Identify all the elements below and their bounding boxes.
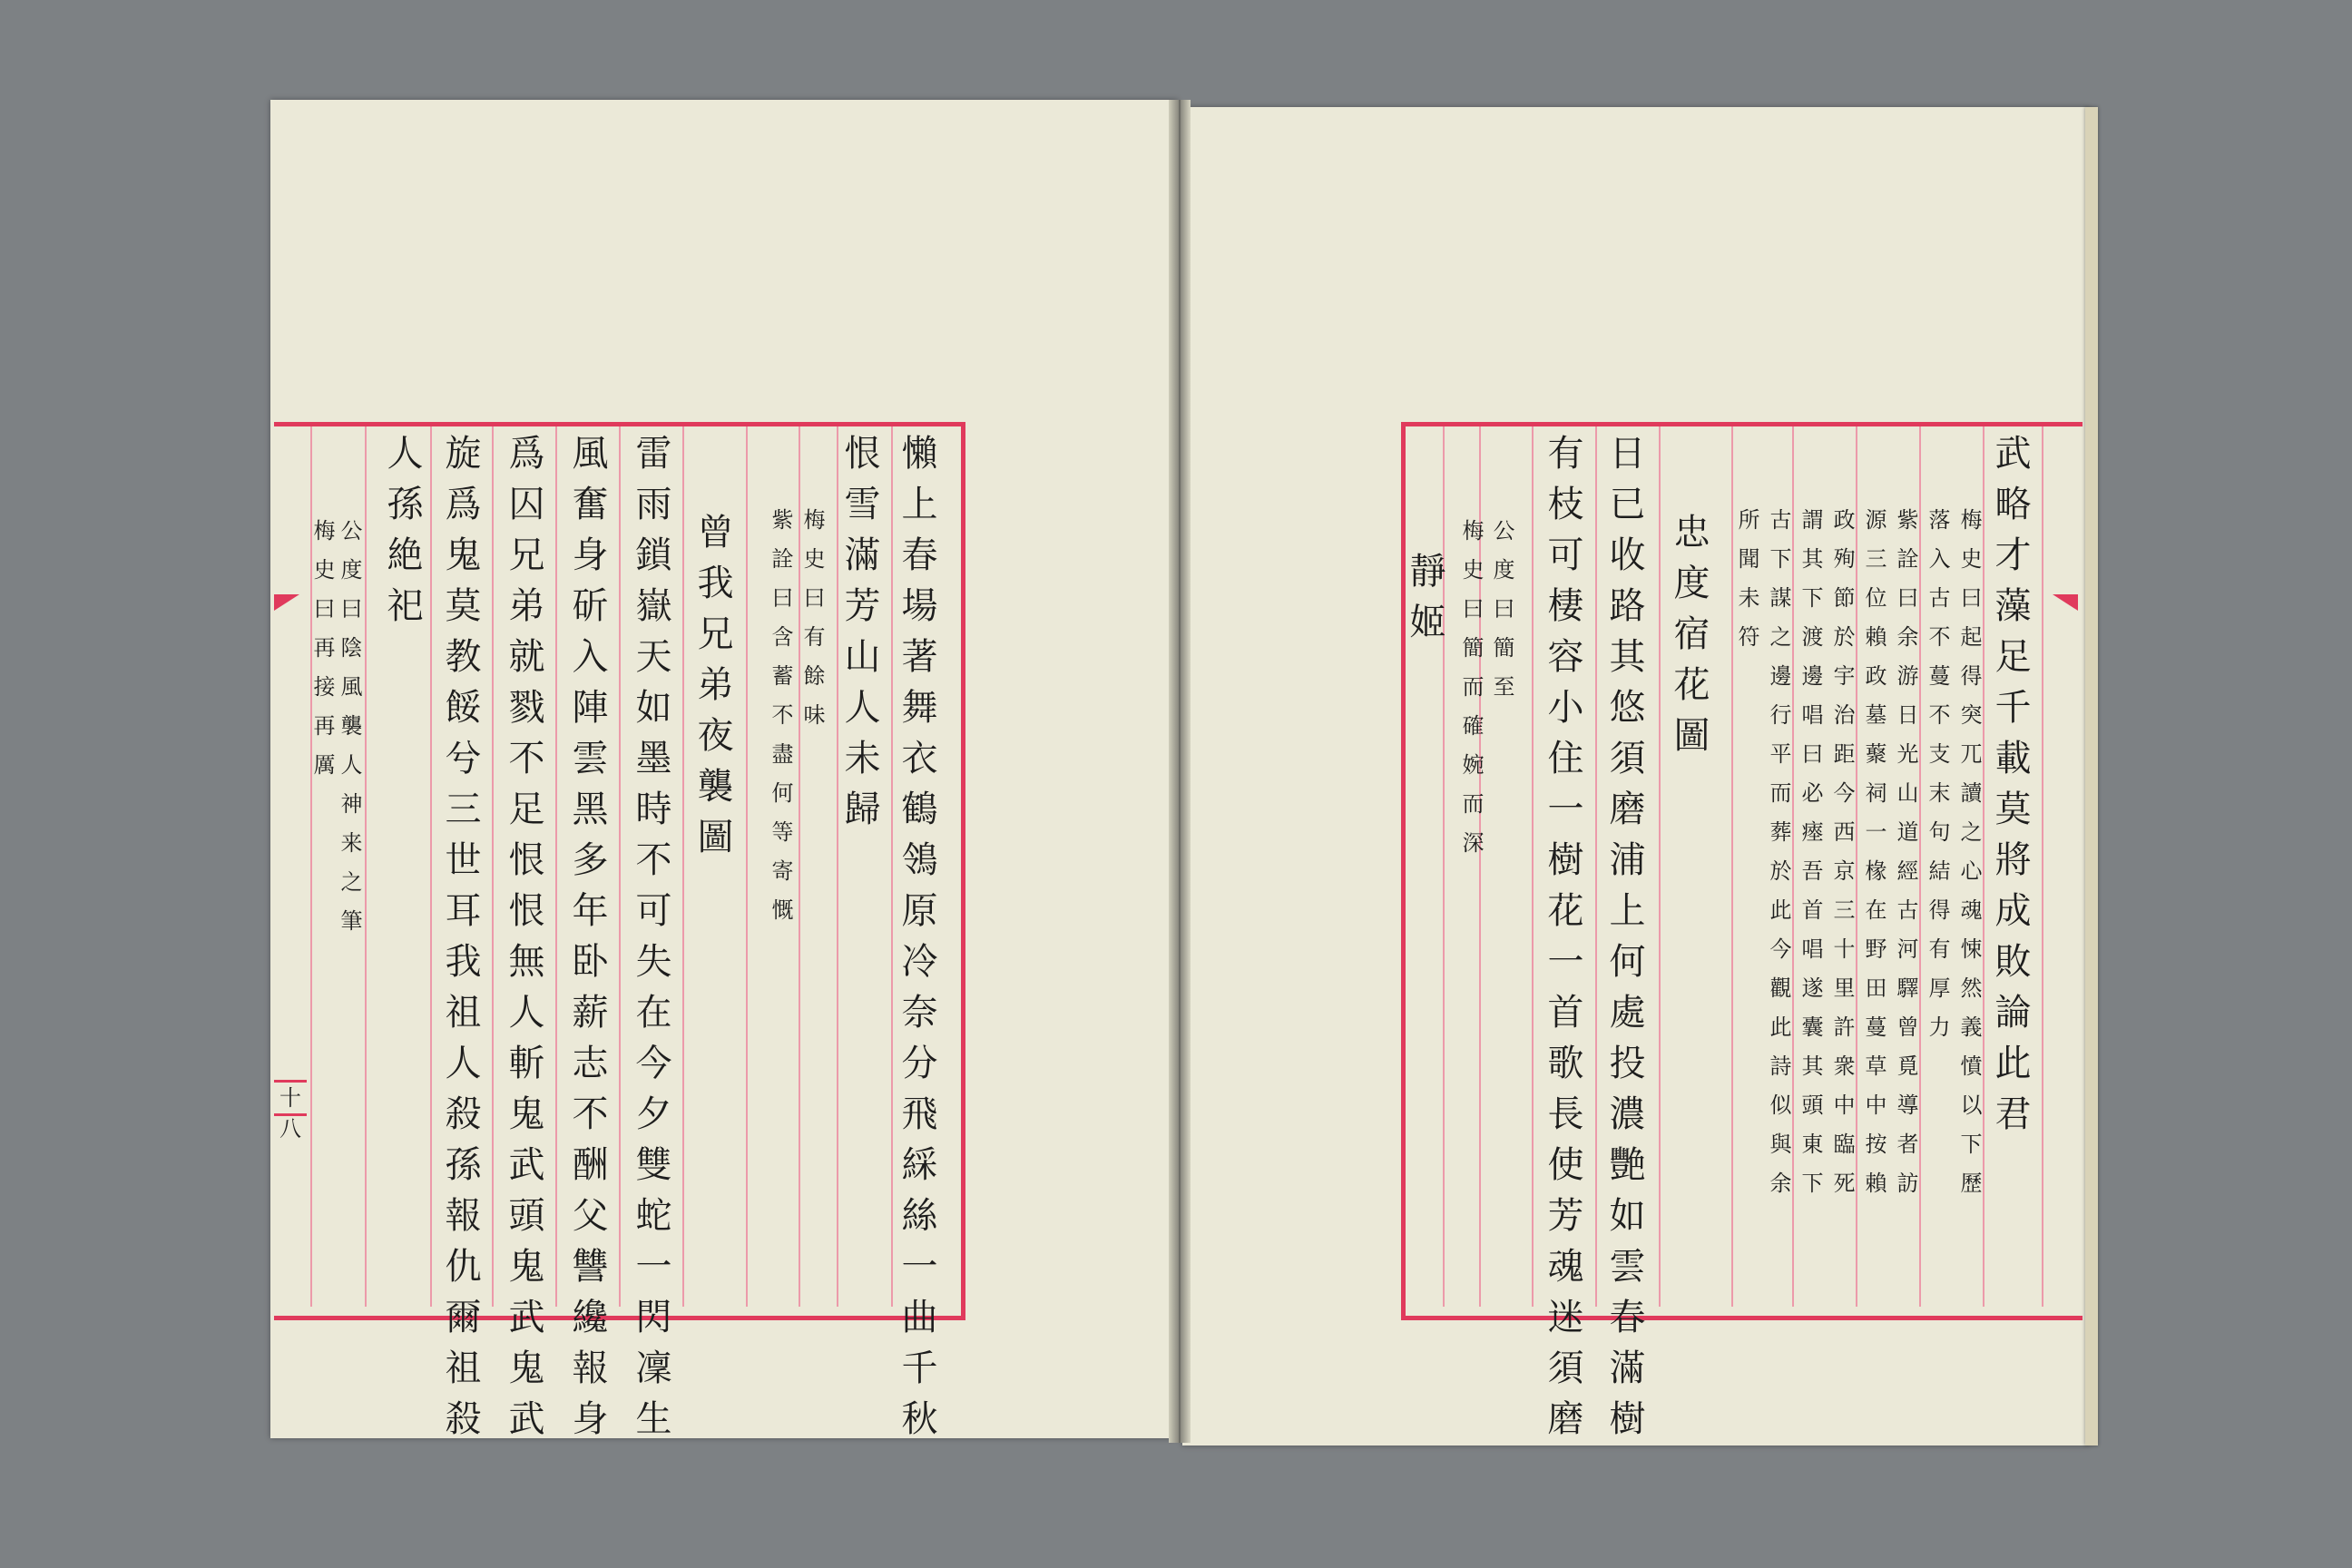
text-column: 日已收路其悠須磨浦上何處投濃艷如雲春滿樹 (1603, 434, 1645, 1450)
column-rule (492, 426, 494, 1307)
left-fishtail-mark (274, 594, 299, 627)
section-title: 曾我兄弟夜襲圖 (691, 513, 733, 868)
fore-edge (2085, 107, 2098, 1446)
text-column: 恨雪滿芳山人未歸 (838, 434, 880, 840)
commentary-column: 紫詮曰含蓄不盡何等寄慨 (768, 508, 793, 937)
right-fishtail-mark (2053, 594, 2078, 627)
text-column: 懶上春場著舞衣鶴鴒原冷奈分飛綵絲一曲千秋 (896, 434, 937, 1450)
commentary-column: 古下謀之邊行平而葬於此今觀此詩似與余 (1766, 508, 1791, 1210)
column-rule (682, 426, 684, 1307)
column-rule (1856, 426, 1857, 1307)
column-rule (891, 426, 893, 1307)
folio-number: 十八 (274, 1080, 307, 1116)
column-rule (619, 426, 621, 1307)
column-rule (365, 426, 367, 1307)
commentary-column: 梅史曰簡而確婉而深 (1458, 519, 1484, 870)
text-column: 人孫絶祀 (381, 434, 423, 637)
commentary-column: 政殉節於宇治距今西京三十里許衆中臨死 (1829, 508, 1855, 1210)
text-column: 武略才藻足千載莫將成敗論此君 (1989, 434, 2031, 1145)
section-title: 靜姬 (1404, 552, 1446, 653)
column-rule (1792, 426, 1794, 1307)
commentary-column: 公度曰簡至 (1489, 519, 1514, 714)
commentary-column: 源三位賴政墓藂祠一椽在野田蔓草中按賴 (1861, 508, 1886, 1210)
text-column: 爲囚兄弟就戮不足恨恨無人斬鬼武頭鬼武鬼武 (503, 434, 544, 1450)
commentary-column: 落入古不蔓不支末句結得有厚力 (1925, 508, 1950, 1054)
column-rule (430, 426, 432, 1307)
text-column: 雷雨鎖嶽天如墨時不可失在今夕雙蛇一閃凜生 (630, 434, 671, 1450)
text-column: 有枝可棲容小住一樹花一首歌長使芳魂迷須磨 (1542, 434, 1583, 1450)
column-rule (1983, 426, 1984, 1307)
column-rule (1532, 426, 1534, 1307)
section-title: 忠度宿花圖 (1668, 513, 1710, 767)
column-rule (555, 426, 557, 1307)
text-column: 旋爲鬼莫教餒兮三世耳我祖人殺孫報仇爾祖殺 (439, 434, 481, 1450)
column-rule (2042, 426, 2043, 1307)
commentary-column: 所聞未符 (1734, 508, 1759, 664)
commentary-column: 梅史曰再接再厲 (309, 519, 335, 792)
column-rule (1659, 426, 1661, 1307)
commentary-column: 公度曰陰風襲人神来之筆 (337, 519, 362, 948)
column-rule (746, 426, 748, 1307)
column-rule (1919, 426, 1921, 1307)
commentary-column: 紫詮曰余游日光山道經古河驛曾覓導者訪 (1893, 508, 1918, 1210)
commentary-column: 謂其下渡邊唱曰必瘞吾首唱遂囊其頭東下 (1798, 508, 1823, 1210)
book-gutter (1169, 100, 1191, 1443)
text-column: 風奮身斫入陣雲黑多年卧薪志不酬父讐纔報身 (566, 434, 608, 1450)
column-rule (1595, 426, 1597, 1307)
commentary-column: 梅史曰有餘味 (799, 508, 825, 742)
commentary-column: 梅史曰起得突兀讀之心魂悚然義憤以下歷 (1956, 508, 1982, 1210)
